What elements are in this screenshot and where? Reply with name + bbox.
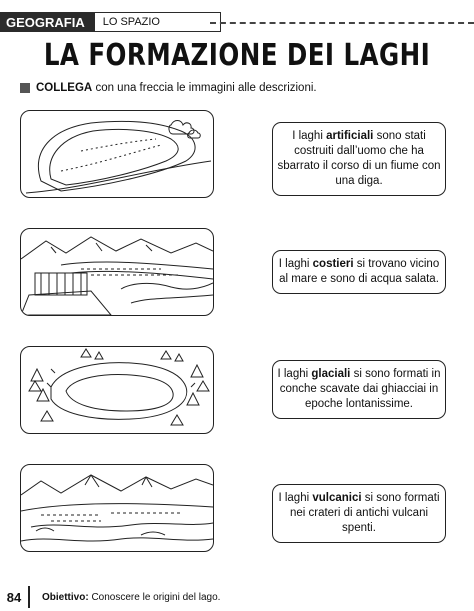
crater-lake-plain-illustration [21, 111, 213, 197]
objective-label: Obiettivo: [42, 591, 89, 603]
description-text: si trovano vicino al mare e sono di acqua salata. [279, 258, 440, 285]
volcanic-lake-mountains-illustration [21, 465, 213, 551]
instruction [20, 82, 317, 94]
subject-label: GEOGRAFIA [0, 12, 95, 32]
picture-4[interactable] [20, 464, 214, 552]
section-label: LO SPAZIO [95, 12, 221, 32]
picture-2[interactable] [20, 228, 214, 316]
dam-lake-mountains-illustration [21, 229, 213, 315]
page-title: LA FORMAZIONE DEI LAGHI [43, 38, 431, 73]
instruction-text: con una freccia le immagini alle descrizioni. [95, 82, 317, 94]
square-bullet-icon [20, 83, 30, 93]
header-tab [0, 12, 221, 32]
header-dashed-line [210, 22, 474, 24]
description-text: si sono formati in conche scavate dai ghiacciai in epoche lontanissime. [279, 368, 441, 410]
description-text: I laghi [278, 258, 313, 270]
description-text: sono stati costruiti dall’uomo che ha sbarrato il corso di un fiume con una diga. [277, 130, 441, 187]
description-keyword: artificiali [326, 130, 374, 142]
objective [42, 592, 220, 603]
picture-1[interactable] [20, 110, 214, 198]
footer [0, 586, 474, 608]
description-keyword: costieri [312, 258, 354, 270]
description-keyword: glaciali [311, 368, 351, 380]
description-text: I laghi [292, 130, 327, 142]
picture-3[interactable] [20, 346, 214, 434]
description-keyword: vulcanici [312, 492, 362, 504]
description-text: I laghi [277, 368, 312, 380]
description-text: si sono formati nei crateri di antichi vulcani spenti. [289, 492, 440, 534]
description-box-2[interactable] [272, 250, 446, 294]
description-box-1[interactable] [272, 122, 446, 196]
description-box-4[interactable] [272, 484, 446, 543]
glacial-lake-forest-illustration [21, 347, 213, 433]
instruction-keyword: COLLEGA [36, 82, 93, 94]
description-text: I laghi [278, 492, 313, 504]
objective-text: Conoscere le origini del lago. [91, 591, 221, 603]
description-box-3[interactable] [272, 360, 446, 419]
page-number: 84 [0, 586, 30, 608]
